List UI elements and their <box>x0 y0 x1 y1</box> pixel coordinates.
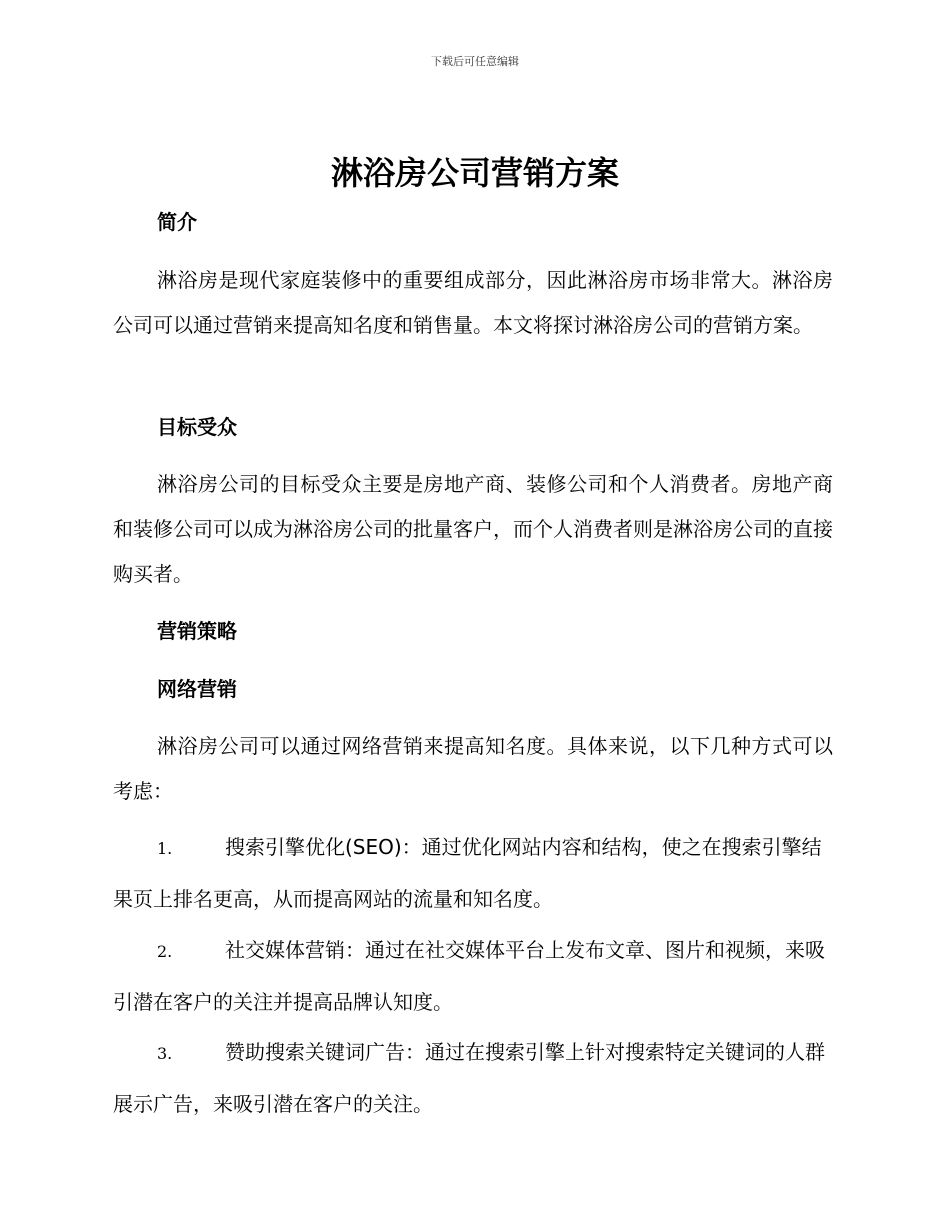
online-list-item-1 <box>113 822 833 925</box>
list-item-number: 3. <box>157 1044 173 1063</box>
online-list-item-2 <box>113 925 833 1028</box>
online-paragraph-block <box>113 724 833 814</box>
running-header: 下载后可任意编辑 <box>431 55 519 68</box>
audience-heading-block <box>113 412 833 442</box>
section-heading-online: 网络营销 <box>157 677 237 701</box>
list-item-text: 搜索引擎优化(SEO)：通过优化网站内容和结构，使之在搜索引擎结果页上排名更高，从而提高网站的流量和知名度。 <box>113 835 822 911</box>
audience-paragraph-block <box>113 462 833 597</box>
list-item <box>113 822 833 925</box>
document-title: 淋浴房公司营销方案 <box>330 154 619 192</box>
section-heading-audience: 目标受众 <box>157 415 237 439</box>
intro-paragraph: 淋浴房是现代家庭装修中的重要组成部分，因此淋浴房市场非常大。淋浴房公司可以通过营销来提高知名度和销售量。本文将探讨淋浴房公司的营销方案。 <box>113 268 833 337</box>
section-heading-intro: 简介 <box>157 210 197 234</box>
list-item <box>113 925 833 1028</box>
online-paragraph: 淋浴房公司可以通过网络营销来提高知名度。具体来说，以下几种方式可以考虑： <box>113 734 833 803</box>
list-item-text: 赞助搜索关键词广告：通过在搜索引擎上针对搜索特定关键词的人群展示广告，来吸引潜在客户的关注。 <box>113 1040 825 1116</box>
strategy-heading-block <box>113 616 833 646</box>
online-heading-block <box>113 674 833 704</box>
list-item-text: 社交媒体营销：通过在社交媒体平台上发布文章、图片和视频，来吸引潜在客户的关注并提高品牌认知度。 <box>113 938 825 1014</box>
list-item-number: 1. <box>157 839 173 858</box>
list-item <box>113 1027 833 1130</box>
list-item-number: 2. <box>157 942 173 961</box>
intro-heading-block <box>113 207 833 237</box>
audience-paragraph: 淋浴房公司的目标受众主要是房地产商、装修公司和个人消费者。房地产商和装修公司可以成为淋浴房公司的批量客户，而个人消费者则是淋浴房公司的直接购买者。 <box>113 472 833 586</box>
online-list-item-3 <box>113 1027 833 1130</box>
intro-paragraph-block <box>113 258 833 348</box>
section-heading-strategy: 营销策略 <box>157 619 237 643</box>
